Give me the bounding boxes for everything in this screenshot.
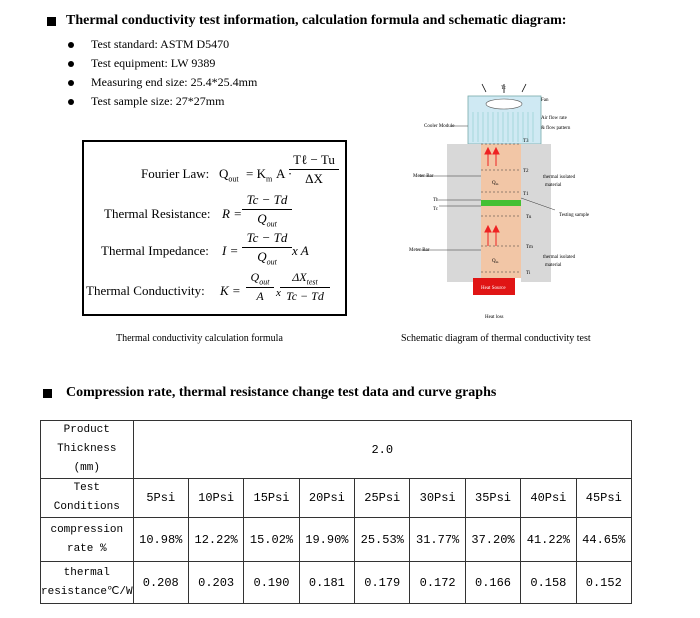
meter-bar-bottom-label: Meter Bar — [409, 248, 430, 253]
bullet-dot — [68, 80, 74, 86]
compression-cell: 10.98% — [133, 518, 188, 562]
t2-label: T2 — [523, 169, 529, 174]
conductivity-lhs: K = — [220, 283, 241, 298]
airflow-label-1: Air flow rate — [541, 116, 567, 121]
condition-cell: 25Psi — [355, 479, 410, 518]
section-bullet-square — [47, 17, 56, 26]
insulation-label-2a: thermal isolated — [543, 255, 576, 260]
resistance-cell: 0.190 — [244, 562, 299, 604]
compression-cell: 44.65% — [576, 518, 631, 562]
conductivity-label: Thermal Conductivity: — [86, 283, 205, 298]
bullet-dot — [68, 61, 74, 67]
t1-label: T1 — [523, 192, 529, 197]
bullet-dot — [68, 42, 74, 48]
impedance-label: Thermal Impedance: — [101, 243, 209, 258]
heat-source-label: Heat Source — [481, 286, 506, 291]
compression-cell: 37.20% — [465, 518, 520, 562]
q-bottom-label: $Q_{in}$ — [492, 259, 499, 264]
section1-title: Thermal conductivity test information, calculation formula and schematic diagram: — [66, 13, 567, 28]
thickness-value: 2.0 — [133, 421, 631, 479]
tl-label: Tc — [433, 207, 438, 212]
condition-cell: 30Psi — [410, 479, 465, 518]
t3-label: T3 — [523, 139, 529, 144]
resistance-cell: 0.208 — [133, 562, 188, 604]
conductivity-fraction-1: $Q_{out}$ A — [246, 270, 274, 304]
condition-cell: 40Psi — [521, 479, 576, 518]
resistance-label-cell: thermal resistance℃/W — [41, 562, 134, 604]
heat-loss-label: Heat loss — [485, 315, 504, 320]
conductivity-times: x — [276, 287, 281, 299]
testing-sample-label: Testing sample — [559, 213, 590, 218]
bullet-test-equipment: Test equipment: LW 9389 — [91, 56, 216, 70]
insulation-label-1a: thermal isolated — [543, 175, 576, 180]
bullet-measuring-size: Measuring end size: 25.4*25.4mm — [91, 75, 258, 89]
th-label: Th — [433, 198, 439, 203]
fourier-k: = $K_m$ — [246, 166, 273, 184]
data-table — [40, 420, 632, 604]
bullet-test-standard: Test standard: ASTM D5470 — [91, 37, 230, 51]
bullet-dot — [68, 99, 74, 105]
resistance-cell: 0.152 — [576, 562, 631, 604]
resistance-cell: 0.179 — [355, 562, 410, 604]
schematic-diagram — [395, 80, 605, 320]
resistance-lhs: R = — [222, 206, 242, 221]
fan-icon — [486, 99, 522, 109]
insulation-label-1b: material — [545, 183, 562, 188]
tc-label: Tc — [501, 86, 506, 91]
condition-cell: 10Psi — [188, 479, 243, 518]
compression-cell: 12.22% — [188, 518, 243, 562]
fourier-lhs: $Q_{out}$ — [219, 166, 239, 184]
insulation-label-2b: material — [545, 263, 562, 268]
condition-cell: 20Psi — [299, 479, 354, 518]
impedance-tail: x A — [292, 243, 309, 258]
fan-label: Fan — [541, 98, 549, 103]
bullet-sample-size: Test sample size: 27*27mm — [91, 94, 225, 108]
condition-cell: 45Psi — [576, 479, 631, 518]
compression-cell: 41.22% — [521, 518, 576, 562]
q-top-label: $Q_{in}$ — [492, 181, 499, 186]
conditions-label: Test Conditions — [41, 479, 134, 518]
resistance-cell: 0.158 — [521, 562, 576, 604]
schematic-caption: Schematic diagram of thermal conductivity test — [401, 333, 591, 344]
compression-cell: 15.02% — [244, 518, 299, 562]
resistance-label: Thermal Resistance: — [104, 206, 211, 221]
section-bullet-square — [43, 389, 52, 398]
resistance-fraction: Tc − Td $Q_{out}$ — [242, 192, 292, 229]
tm-label: Tm — [526, 245, 533, 250]
airflow-label-2: & flow pattern — [541, 126, 571, 131]
resistance-cell: 0.172 — [410, 562, 465, 604]
impedance-fraction: Tc − Td $Q_{out}$ — [242, 230, 292, 267]
tu-label: Tu — [526, 215, 532, 220]
compression-label-cell: compression rate % — [41, 518, 134, 562]
formula-box — [82, 140, 347, 316]
fourier-a: A · — [276, 166, 293, 181]
conductivity-fraction-2: $\Delta X_{test}$ Tc − Td — [280, 270, 330, 304]
impedance-lhs: I = — [222, 243, 239, 258]
resistance-cell: 0.203 — [188, 562, 243, 604]
condition-cell: 35Psi — [465, 479, 520, 518]
insulation-right — [521, 144, 551, 282]
meter-bar-top-label: Meter Bar — [413, 174, 434, 179]
resistance-cell: 0.166 — [465, 562, 520, 604]
cooler-label: Cooler Module — [424, 124, 455, 129]
formula-caption: Thermal conductivity calculation formula — [116, 333, 283, 344]
resistance-cell: 0.181 — [299, 562, 354, 604]
condition-cell: 15Psi — [244, 479, 299, 518]
fourier-fraction: Tℓ − Tu ΔX — [289, 152, 339, 187]
insulation-left — [447, 144, 481, 282]
thickness-label-cell: Product Thickness (mm) — [41, 421, 134, 479]
meter-bar-bottom — [481, 206, 521, 278]
section2-title: Compression rate, thermal resistance change test data and curve graphs — [66, 385, 497, 400]
compression-cell: 25.53% — [355, 518, 410, 562]
testing-sample — [481, 200, 521, 206]
compression-cell: 31.77% — [410, 518, 465, 562]
compression-cell: 19.90% — [299, 518, 354, 562]
fourier-label: Fourier Law: — [141, 166, 210, 181]
condition-cell: 5Psi — [133, 479, 188, 518]
ti-label: Ti — [526, 271, 531, 276]
